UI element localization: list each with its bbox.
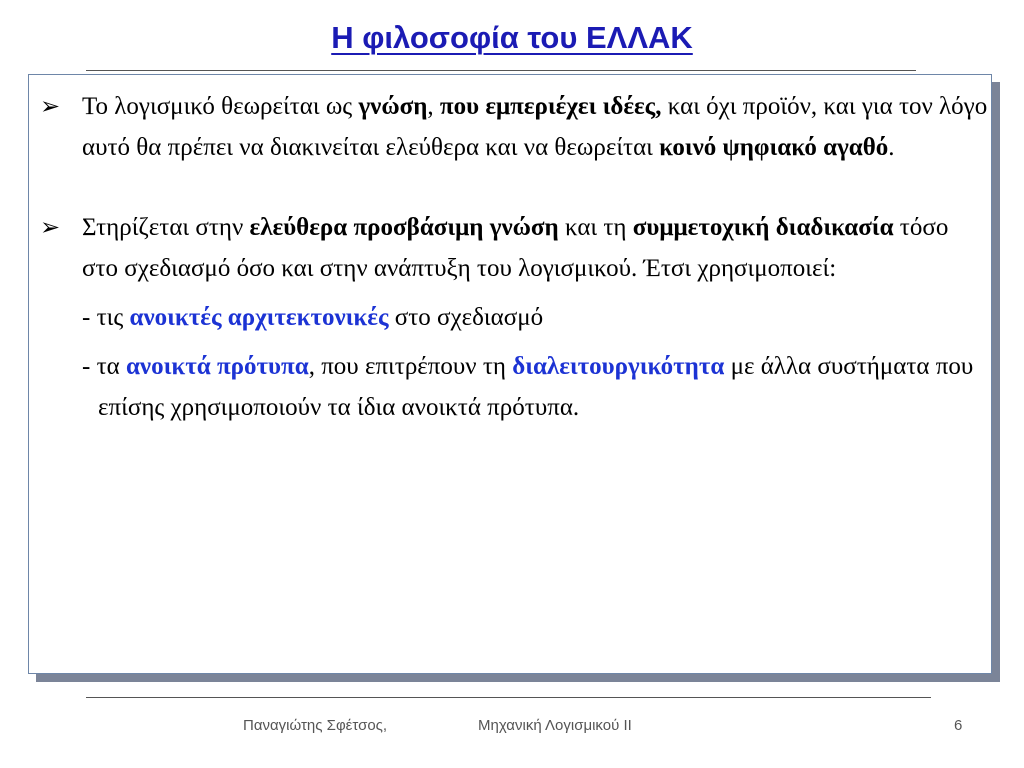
bullet-open-knowledge: ➢ Στηρίζεται στην ελεύθερα προσβάσιμη γνώση και τη συμμετοχική διαδικασία τόσο στο σχεδιασμό όσο και στην ανάπτυξη του λογισμικού. Έτσι χρησιμοποιεί: — [40, 207, 990, 289]
highlight-open-standards: ανοικτά πρότυπα — [125, 353, 309, 380]
emphasis-ideas: που εμπεριέχει ιδέες, — [439, 93, 662, 120]
slide-content — [40, 86, 990, 428]
arrow-bullet-icon: ➢ — [40, 213, 61, 241]
sub-item-open-architectures: - τις ανοικτές αρχιτεκτονικές στο σχεδιασμό — [82, 304, 544, 331]
highlight-interoperability: διαλειτουργικότητα — [512, 353, 725, 380]
arrow-bullet-icon: ➢ — [40, 92, 61, 120]
page-number: 6 — [954, 717, 963, 734]
bullet-software-as-knowledge: ➢ Το λογισμικό θεωρείται ως γνώση, που εμπεριέχει ιδέες, και όχι προϊόν, και για τον λόγο αυτό θα πρέπει να διακινείται ελεύθερα και να θεωρείται κοινό ψηφιακό αγαθό. — [40, 86, 990, 168]
top-divider — [86, 70, 916, 71]
footer-course: Μηχανική Λογισμικού ΙΙ — [478, 717, 632, 734]
slide-title-text: Η φιλοσοφία του ΕΛΛΑΚ — [331, 20, 693, 55]
emphasis-open-knowledge: ελεύθερα προσβάσιμη γνώση — [249, 214, 559, 241]
emphasis-knowledge: γνώση — [358, 93, 428, 120]
bottom-divider — [86, 697, 931, 698]
emphasis-participatory-process: συμμετοχική διαδικασία — [632, 214, 894, 241]
highlight-open-architectures: ανοικτές αρχιτεκτονικές — [129, 304, 389, 331]
sub-item-open-standards: - τα ανοικτά πρότυπα, που επιτρέπουν τη διαλειτουργικότητα με άλλα συστήματα που επίσης χρησιμοποιούν τα ίδια ανοικτά πρότυπα. — [82, 353, 974, 421]
emphasis-common-good: κοινό ψηφιακό αγαθό — [659, 134, 889, 161]
footer-author: Παναγιώτης Σφέτσος, — [243, 717, 388, 734]
slide-title — [0, 20, 1024, 56]
